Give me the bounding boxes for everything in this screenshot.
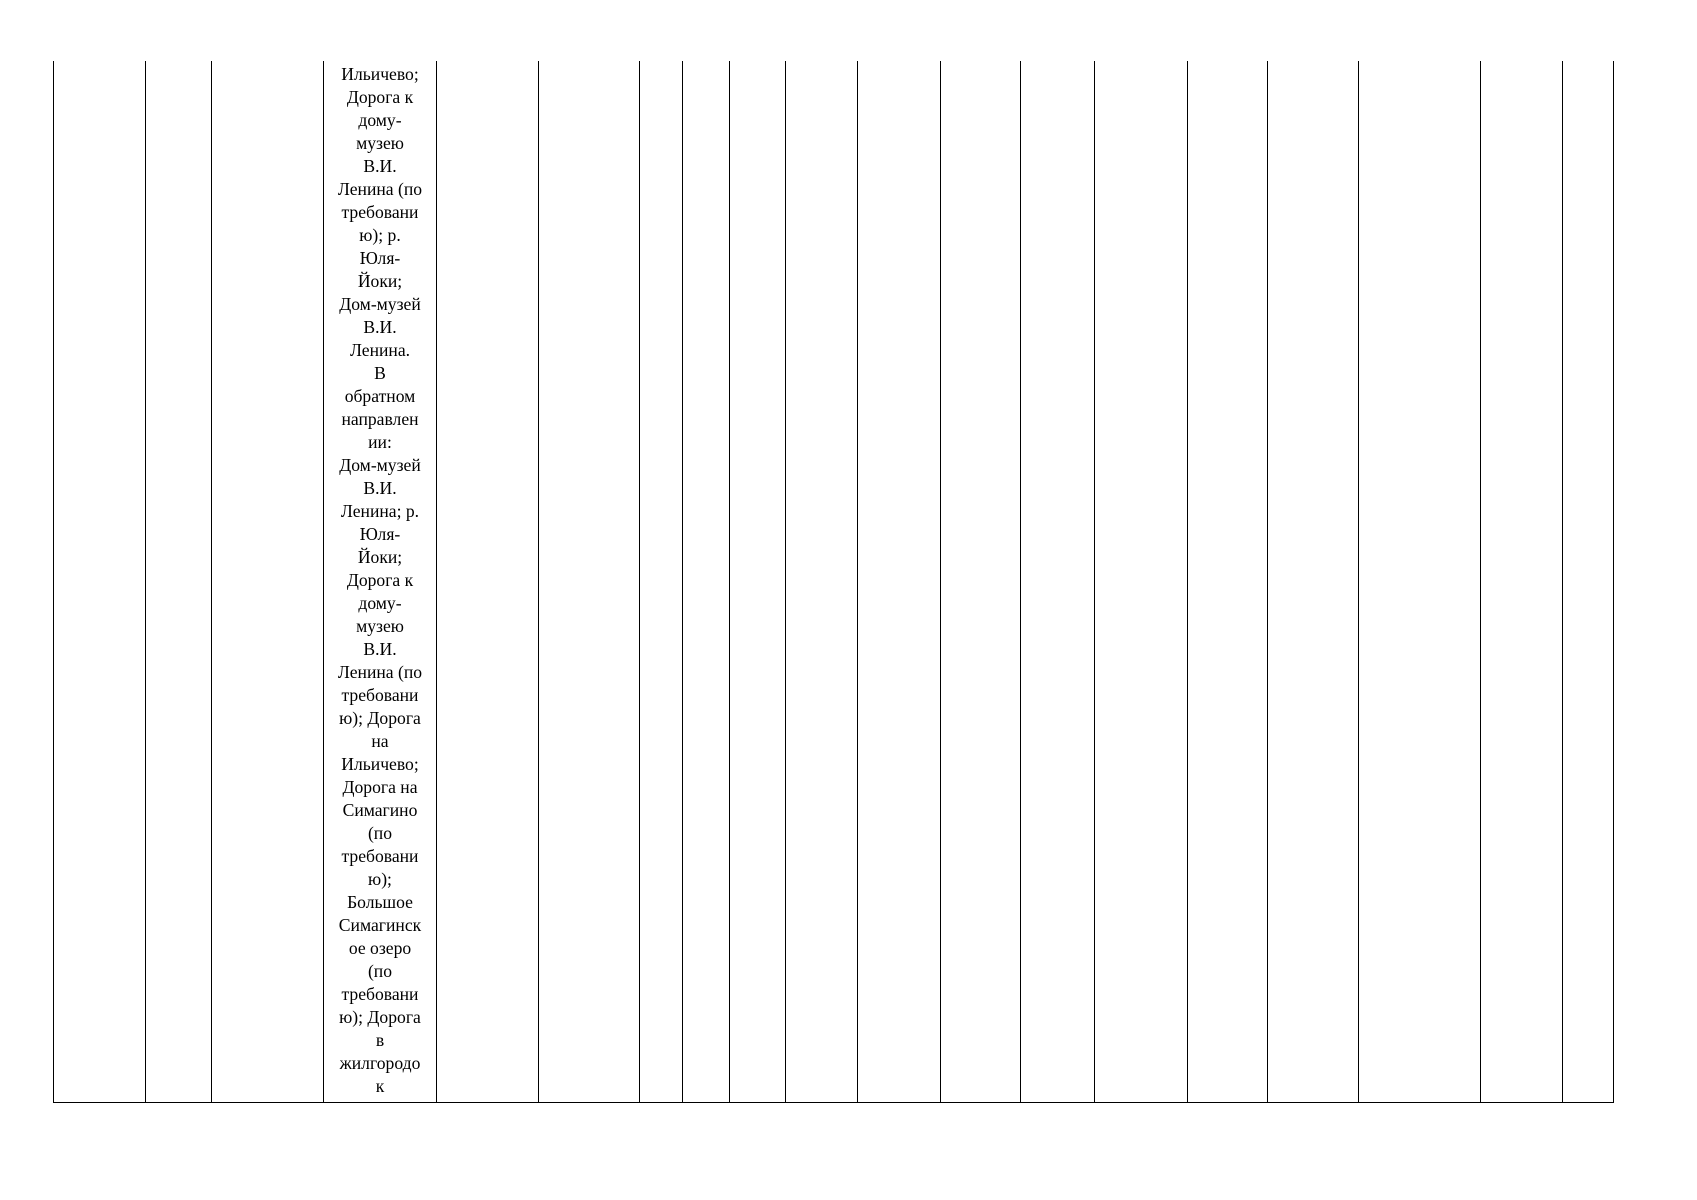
table-cell-3 [212, 61, 324, 1103]
route-stops-cell [324, 61, 437, 1103]
table-cell-7 [640, 61, 683, 1103]
table-cell-12 [941, 61, 1021, 1103]
table-cell-17 [1359, 61, 1481, 1103]
table-cell-18 [1481, 61, 1563, 1103]
table-cell-15 [1188, 61, 1268, 1103]
table-cell-11 [858, 61, 941, 1103]
table-cell-6 [539, 61, 640, 1103]
table-cell-19 [1563, 61, 1614, 1103]
table-cell-10 [786, 61, 858, 1103]
table-row [54, 61, 1614, 1103]
table-cell-8 [683, 61, 730, 1103]
table-cell-13 [1021, 61, 1095, 1103]
table-cell-16 [1268, 61, 1359, 1103]
table-cell-1 [54, 61, 146, 1103]
table-cell-9 [730, 61, 786, 1103]
route-stops-text: Ильичево; Дорога к дому- музею В.И. Ленина (по требовани ю); р. Юля- Йоки; Дом-музей В.И. Ленина. В обратном направлен ии: Дом-музей В.И. Ленина; р. Юля- Йоки; Дорога к дому- музею В.И. Ленина (по требовани ю); Дорога на Ильичево; Дорога на Симагино (по требовани ю); Большое Симагинск ое озеро (по требовани ю); Дорога в жилгородо к [337, 64, 423, 1096]
route-table [53, 61, 1614, 1103]
table-cell-14 [1095, 61, 1188, 1103]
table-cell-5 [437, 61, 539, 1103]
table-cell-2 [146, 61, 212, 1103]
